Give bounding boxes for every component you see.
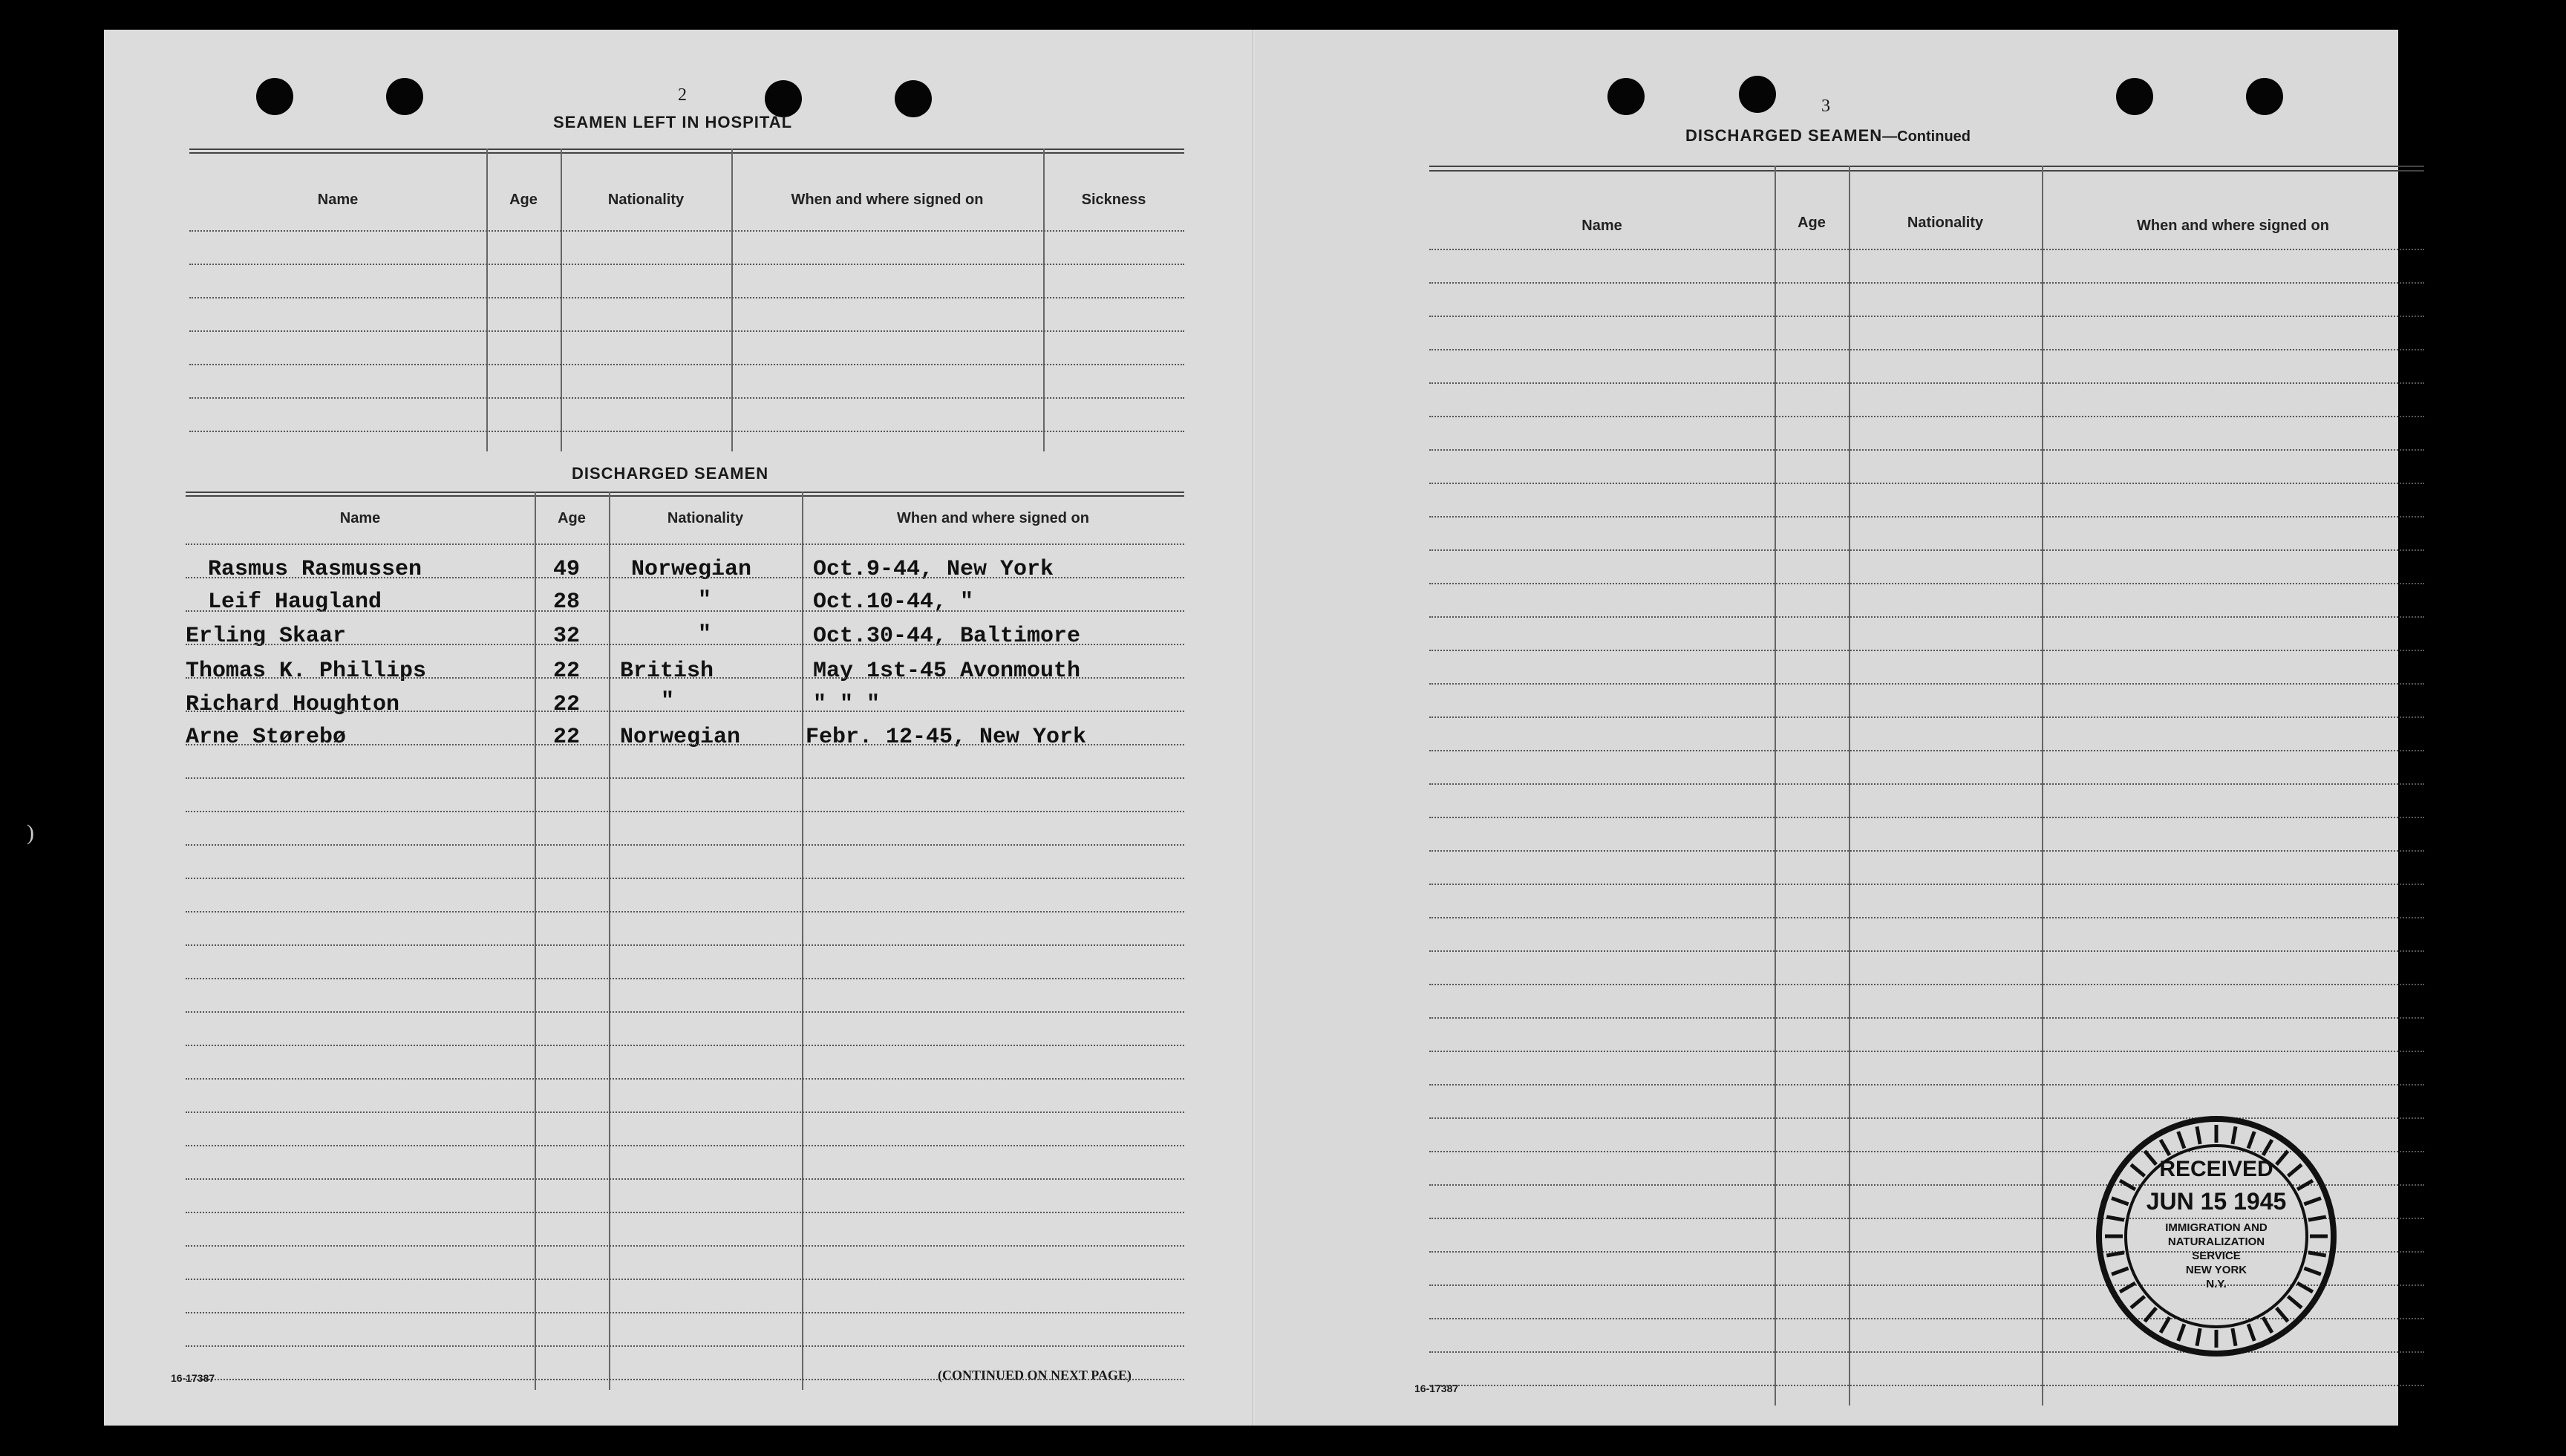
ruled-line xyxy=(186,811,1184,812)
ruled-line xyxy=(1429,650,2424,651)
stamp-line: NEW YORK xyxy=(2185,1264,2247,1276)
ruled-line xyxy=(186,1178,1184,1180)
stamp-line: IMMIGRATION AND xyxy=(2165,1221,2268,1234)
column-header-name: Name xyxy=(317,192,359,208)
ruled-line xyxy=(186,844,1184,846)
ruled-line xyxy=(1429,984,2424,985)
ruled-line xyxy=(189,397,1184,399)
ruled-line xyxy=(186,1245,1184,1247)
ruled-line xyxy=(1429,249,2424,250)
ruled-line xyxy=(186,1145,1184,1146)
discharged-table xyxy=(186,492,1184,1390)
punch-hole xyxy=(2116,78,2153,115)
seaman-age: 32 xyxy=(553,624,581,649)
column-header-sickness: Sickness xyxy=(1081,192,1146,208)
seaman-nationality: " xyxy=(698,588,712,613)
seaman-nationality: " xyxy=(661,689,675,714)
continued-note: (CONTINUED ON NEXT PAGE) xyxy=(938,1368,1132,1382)
seaman-name: Erling Skaar xyxy=(186,624,347,649)
punch-hole xyxy=(1739,76,1776,113)
ruled-line xyxy=(1429,1084,2424,1086)
ruled-line xyxy=(186,777,1184,779)
ruled-line xyxy=(186,1045,1184,1046)
column-header-age: Age xyxy=(509,192,538,208)
column-header-name: Name xyxy=(1581,218,1622,234)
continued-section-title xyxy=(1685,126,1971,146)
column-header-nationality: Nationality xyxy=(607,192,685,208)
punch-hole xyxy=(895,80,932,117)
ruled-line xyxy=(1429,616,2424,618)
form-code: 16-17387 xyxy=(1414,1382,1459,1394)
ruled-line xyxy=(1429,1017,2424,1019)
seaman-nationality: " xyxy=(698,622,712,647)
punch-hole xyxy=(256,78,293,115)
ruled-line xyxy=(186,1279,1184,1280)
ruled-line xyxy=(1429,516,2424,518)
seaman-nationality: Norwegian xyxy=(631,557,752,582)
column-header-nationality: Nationality xyxy=(667,510,744,526)
seaman-nationality: British xyxy=(620,659,714,684)
stamp-line: SERVICE xyxy=(2192,1250,2241,1262)
ruled-line xyxy=(186,911,1184,913)
punch-hole xyxy=(1607,78,1645,115)
seaman-signed-on: Oct.10-44, " xyxy=(813,590,974,615)
ruled-line xyxy=(1429,850,2424,852)
ruled-line xyxy=(189,230,1184,232)
column-header-signed-on: When and where signed on xyxy=(791,192,984,208)
ruled-line xyxy=(189,364,1184,365)
hospital-section-title: SEAMEN LEFT IN HOSPITAL xyxy=(553,113,793,131)
ruled-line xyxy=(1429,549,2424,551)
scan-edge-mark: ) xyxy=(27,820,34,845)
ruled-line xyxy=(186,1011,1184,1013)
ruled-line xyxy=(186,543,1184,545)
seaman-signed-on: Oct.30-44, Baltimore xyxy=(813,624,1081,649)
stamp-received: RECEIVED xyxy=(2159,1157,2273,1181)
seaman-name: Rasmus Rasmussen xyxy=(208,557,422,582)
ruled-line xyxy=(186,1212,1184,1213)
page-number: 2 xyxy=(678,85,687,105)
seaman-signed-on: Oct.9-44, New York xyxy=(813,557,1054,582)
ruled-line xyxy=(186,878,1184,879)
stamp-line: N.Y. xyxy=(2206,1278,2227,1290)
seaman-name: Thomas K. Phillips xyxy=(186,659,427,684)
ruled-line xyxy=(1429,884,2424,885)
ruled-line xyxy=(1429,817,2424,818)
ruled-line xyxy=(1429,316,2424,317)
seaman-age: 22 xyxy=(553,659,581,684)
document-spread xyxy=(104,30,2398,1426)
section-title-text: DISCHARGED SEAMEN xyxy=(1685,126,1883,145)
hospital-table xyxy=(189,148,1184,451)
ruled-line xyxy=(186,1078,1184,1080)
seaman-signed-on: May 1st-45 Avonmouth xyxy=(813,659,1081,684)
seaman-age: 49 xyxy=(553,557,581,582)
left-page xyxy=(104,30,1255,1426)
ruled-line xyxy=(186,1345,1184,1347)
ruled-line xyxy=(186,610,1184,612)
ruled-line xyxy=(186,1111,1184,1113)
received-stamp xyxy=(2094,1114,2339,1359)
seaman-name: Richard Houghton xyxy=(186,692,400,717)
page-number: 3 xyxy=(1821,97,1830,116)
ruled-line xyxy=(1429,783,2424,785)
ruled-line xyxy=(1429,1051,2424,1052)
ruled-line xyxy=(186,978,1184,979)
ruled-line xyxy=(1429,449,2424,451)
ruled-line xyxy=(186,577,1184,578)
ruled-line xyxy=(189,431,1184,432)
seaman-signed-on: " " " xyxy=(813,692,881,717)
ruled-line xyxy=(189,264,1184,265)
punch-hole xyxy=(2246,78,2283,115)
column-header-name: Name xyxy=(339,510,381,526)
ruled-line xyxy=(1429,282,2424,284)
punch-hole xyxy=(765,80,802,117)
seaman-age: 28 xyxy=(553,590,581,615)
section-title-suffix: —Continued xyxy=(1882,128,1971,145)
ruled-line xyxy=(1429,1385,2424,1386)
ruled-line xyxy=(186,944,1184,946)
ruled-line xyxy=(1429,716,2424,718)
seaman-name: Leif Haugland xyxy=(208,590,382,615)
ruled-line xyxy=(1429,382,2424,384)
ruled-line xyxy=(186,711,1184,712)
ruled-line xyxy=(186,677,1184,679)
ruled-line xyxy=(189,297,1184,298)
stamp-date: JUN 15 1945 xyxy=(2146,1188,2287,1215)
seaman-name: Arne Størebø xyxy=(186,725,347,750)
discharged-section-title: DISCHARGED SEAMEN xyxy=(572,464,769,483)
ruled-line xyxy=(1429,750,2424,751)
ruled-line xyxy=(1429,683,2424,685)
stamp-line: NATURALIZATION xyxy=(2167,1235,2265,1248)
ruled-line xyxy=(1429,950,2424,952)
seaman-age: 22 xyxy=(553,725,581,750)
ruled-line xyxy=(1429,583,2424,584)
ruled-line xyxy=(186,644,1184,645)
column-header-signed-on: When and where signed on xyxy=(897,510,1089,526)
form-code: 16-17387 xyxy=(171,1372,215,1384)
column-header-age: Age xyxy=(1798,215,1826,231)
seaman-age: 22 xyxy=(553,692,581,717)
ruled-line xyxy=(1429,917,2424,918)
punch-hole xyxy=(386,78,423,115)
ruled-line xyxy=(186,1312,1184,1313)
column-header-nationality: Nationality xyxy=(1907,215,1984,231)
seaman-signed-on: Febr. 12-45, New York xyxy=(806,725,1087,750)
ruled-line xyxy=(186,744,1184,745)
ruled-line xyxy=(1429,349,2424,350)
ruled-line xyxy=(189,330,1184,332)
ruled-line xyxy=(1429,416,2424,417)
ruled-line xyxy=(1429,483,2424,484)
column-header-signed-on: When and where signed on xyxy=(2137,218,2329,234)
seaman-nationality: Norwegian xyxy=(620,725,741,750)
column-header-age: Age xyxy=(558,510,586,526)
